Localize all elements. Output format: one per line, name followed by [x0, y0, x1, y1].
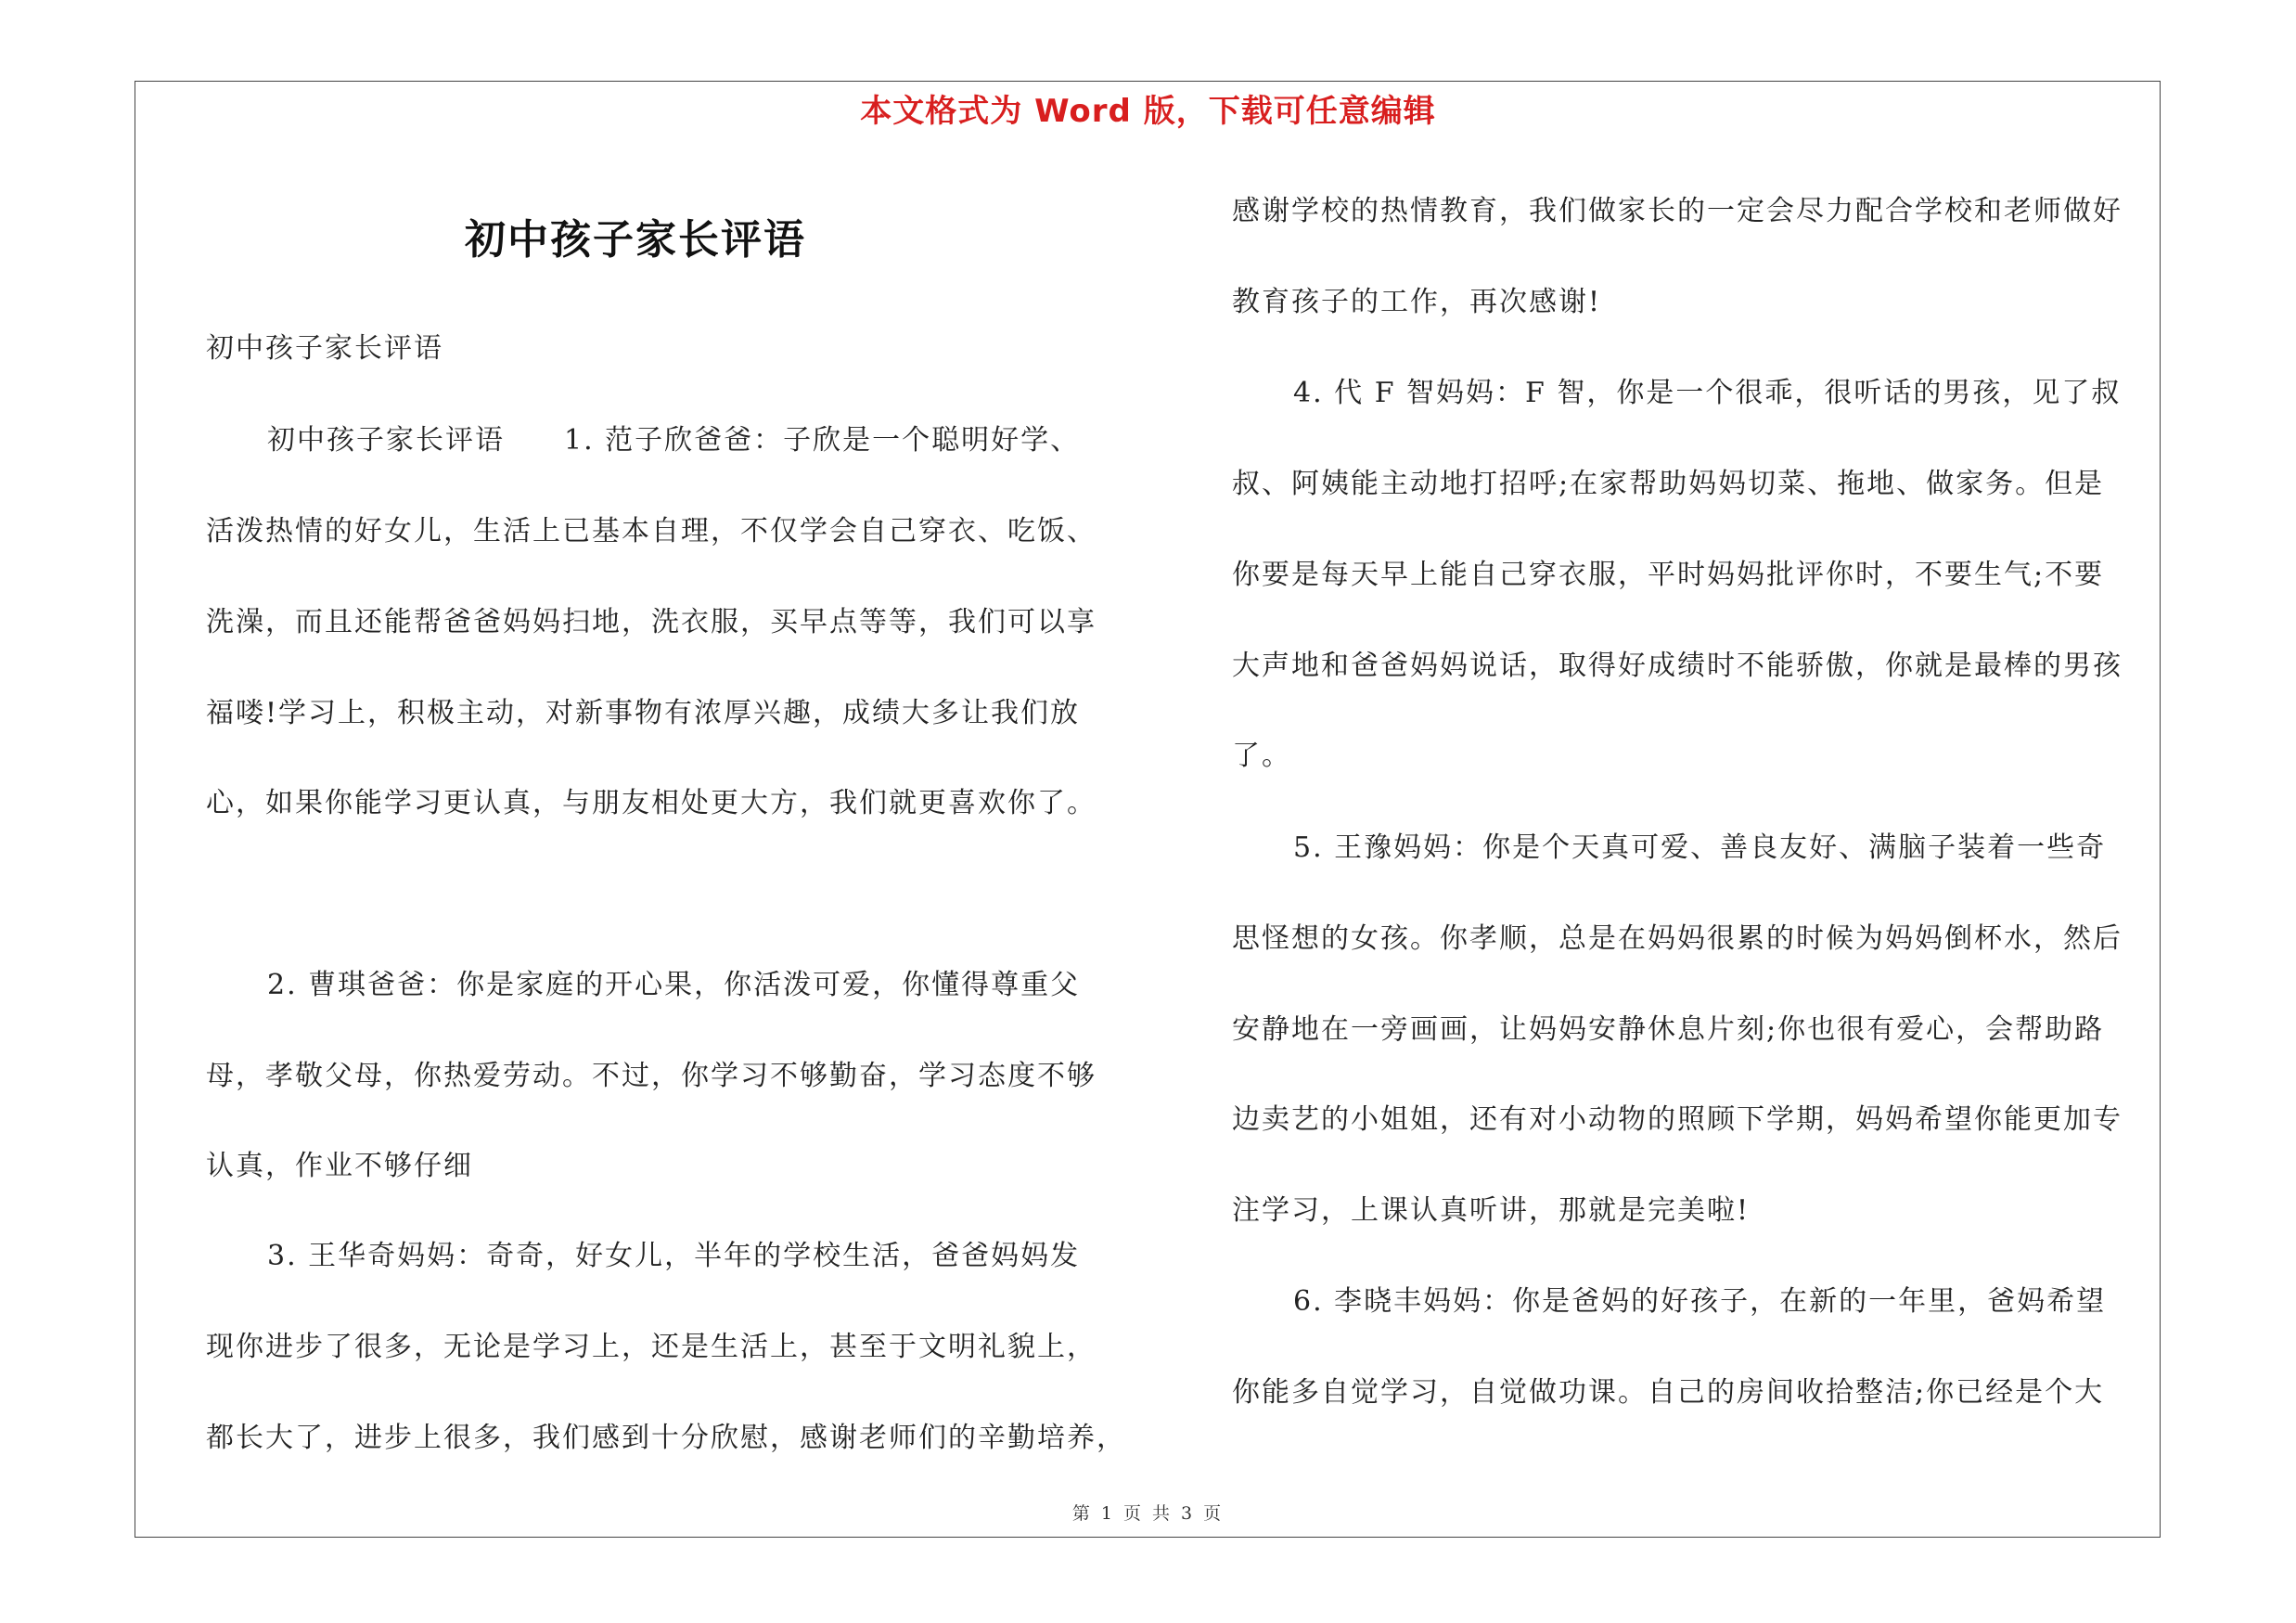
paragraph-line: 你要是每天早上能自己穿衣服，平时妈妈批评你时，不要生气;不要	[1232, 559, 2105, 591]
paragraph-line: 3. 王华奇妈妈：奇奇，好女儿，半年的学校生活，爸爸妈妈发	[267, 1240, 1081, 1272]
document-title: 初中孩子家长评语	[465, 216, 806, 264]
paragraph-line: 4. 代 F 智妈妈：F 智，你是一个很乖，很听话的男孩，见了叔	[1293, 377, 2122, 409]
paragraph-line: 感谢学校的热情教育，我们做家长的一定会尽力配合学校和老师做好	[1232, 195, 2123, 227]
paragraph-line: 现你进步了很多，无论是学习上，还是生活上，甚至于文明礼貌上，	[206, 1331, 1097, 1363]
paragraph-line: 母，孝敬父母，你热爱劳动。不过，你学习不够勤奋，学习态度不够	[206, 1060, 1097, 1092]
paragraph-line: 6. 李晓丰妈妈：你是爸妈的好孩子，在新的一年里，爸妈希望	[1293, 1285, 2107, 1318]
paragraph-line: 认真，作业不够仔细	[206, 1150, 473, 1182]
paragraph-line: 初中孩子家长评语 1. 范子欣爸爸：子欣是一个聪明好学、	[267, 424, 1081, 457]
paragraph-line: 叔、阿姨能主动地打招呼;在家帮助妈妈切菜、拖地、做家务。但是	[1232, 468, 2105, 500]
paragraph-line: 你能多自觉学习，自觉做功课。自己的房间收拾整洁;你已经是个大	[1232, 1376, 2105, 1409]
paragraph-line: 都长大了，进步上很多，我们感到十分欣慰，感谢老师们的辛勤培养，	[206, 1422, 1126, 1454]
page-number-footer: 第 1 页 共 3 页	[1071, 1503, 1225, 1524]
paragraph-line: 教育孩子的工作，再次感谢!	[1232, 286, 1602, 318]
paragraph-line: 洗澡，而且还能帮爸爸妈妈扫地，洗衣服，买早点等等，我们可以享	[206, 606, 1097, 638]
paragraph-line: 注学习，上课认真听讲，那就是完美啦!	[1232, 1194, 1751, 1227]
paragraph-line: 5. 王豫妈妈：你是个天真可爱、善良友好、满脑子装着一些奇	[1293, 831, 2107, 864]
paragraph-line: 活泼热情的好女儿，生活上已基本自理，不仅学会自己穿衣、吃饭、	[206, 515, 1097, 547]
paragraph-line: 安静地在一旁画画，让妈妈安静休息片刻;你也很有爱心，会帮助路	[1232, 1013, 2105, 1046]
paragraph-line: 2. 曹琪爸爸：你是家庭的开心果，你活泼可爱，你懂得尊重父	[267, 969, 1081, 1001]
paragraph-line: 了。	[1232, 740, 1291, 772]
paragraph-line: 福喽!学习上，积极主动，对新事物有浓厚兴趣，成绩大多让我们放	[206, 697, 1081, 729]
format-banner: 本文格式为 Word 版，下载可任意编辑	[860, 93, 1436, 130]
paragraph-line: 大声地和爸爸妈妈说话，取得好成绩时不能骄傲，你就是最棒的男孩	[1232, 650, 2123, 682]
paragraph-line: 思怪想的女孩。你孝顺，总是在妈妈很累的时候为妈妈倒杯水，然后	[1232, 922, 2123, 955]
paragraph-line: 边卖艺的小姐姐，还有对小动物的照顾下学期，妈妈希望你能更加专	[1232, 1103, 2123, 1136]
paragraph-line: 心，如果你能学习更认真，与朋友相处更大方，我们就更喜欢你了。	[206, 787, 1097, 819]
subtitle-line: 初中孩子家长评语	[206, 332, 443, 365]
